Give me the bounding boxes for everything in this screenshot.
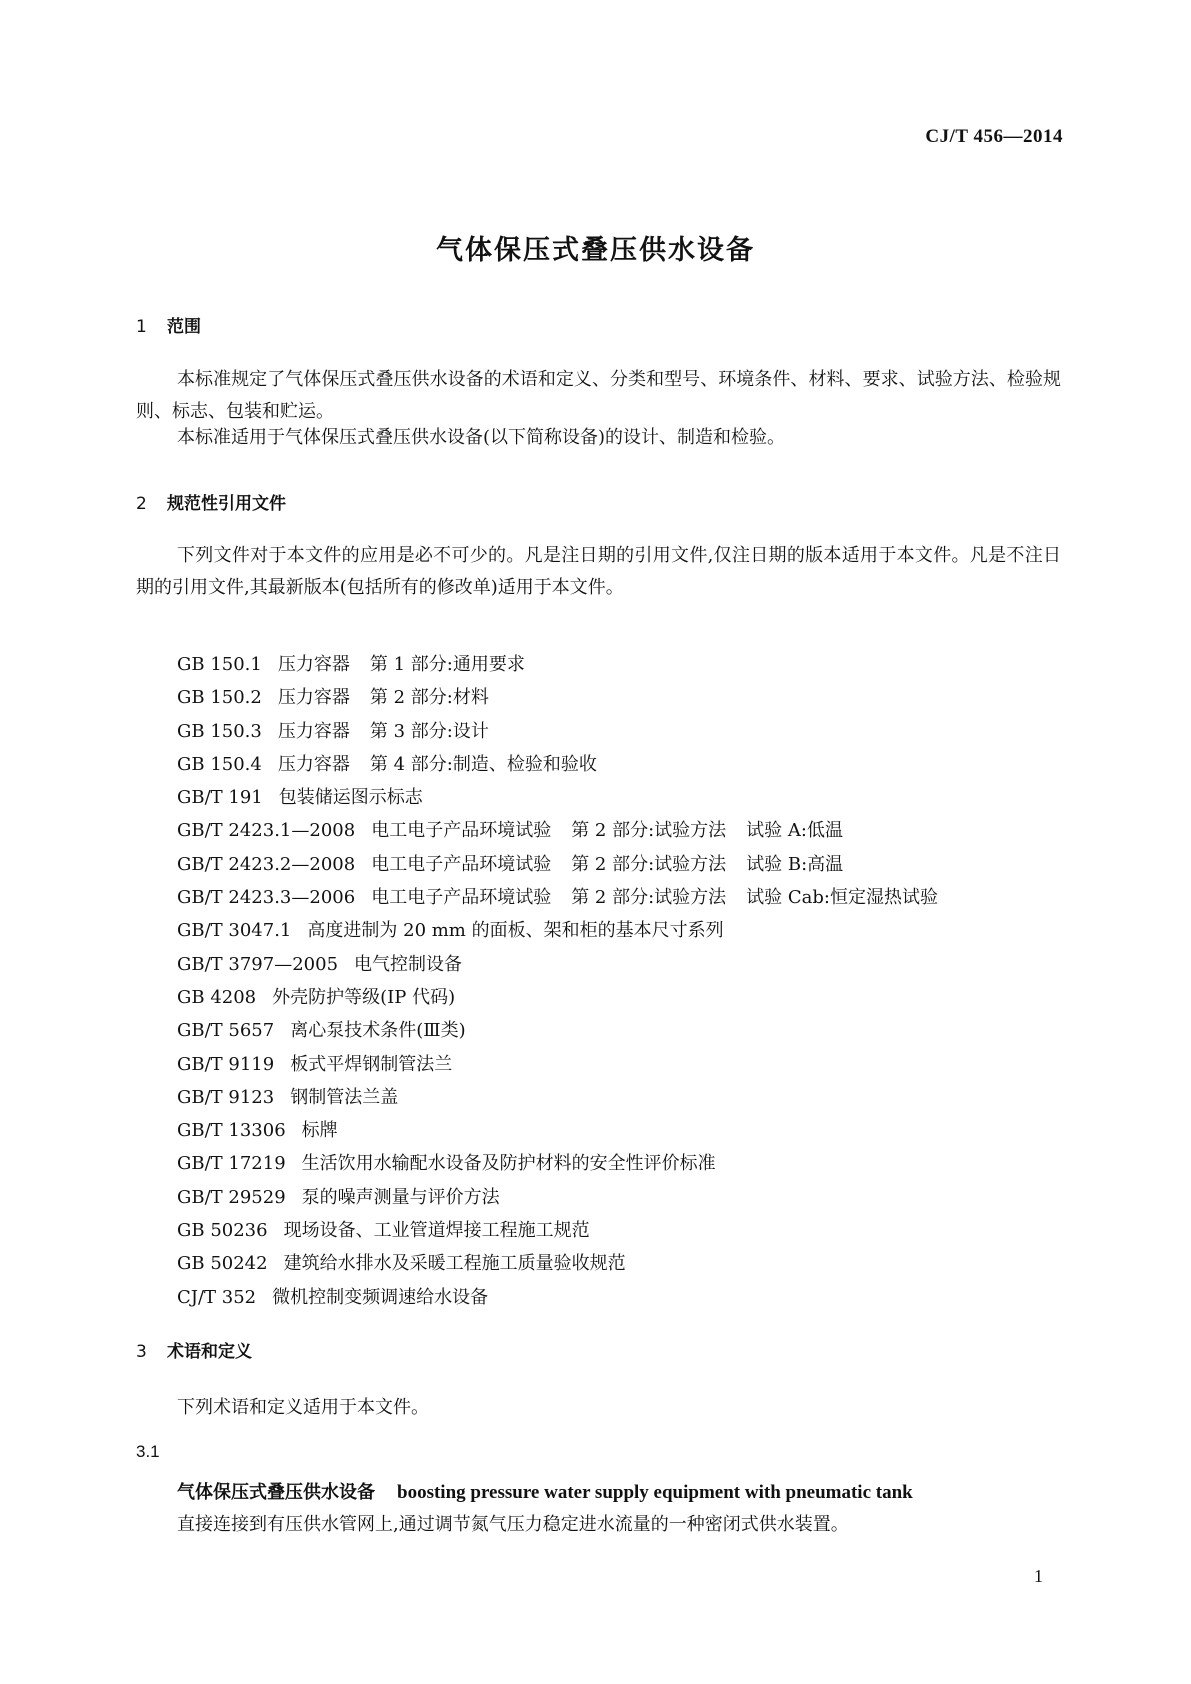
reference-list bbox=[177, 648, 938, 1314]
list-item bbox=[177, 1048, 938, 1081]
ref-code: GB/T 2423.1—2008 bbox=[177, 820, 356, 842]
page-number: 1 bbox=[1034, 1566, 1043, 1586]
list-item bbox=[177, 648, 938, 681]
term-definition: 直接连接到有压供水管网上,通过调节氮气压力稳定进水流量的一种密闭式供水装置。 bbox=[177, 1514, 849, 1535]
ref-code: GB/T 9119 bbox=[177, 1053, 275, 1075]
ref-code: GB 150.2 bbox=[177, 687, 262, 709]
list-item bbox=[177, 781, 938, 814]
list-item bbox=[177, 748, 938, 781]
ref-title: 压力容器 bbox=[277, 753, 350, 775]
list-item bbox=[177, 1181, 938, 1214]
ref-title: 电工电子产品环境试验 bbox=[371, 853, 552, 875]
ref-code: GB 4208 bbox=[177, 986, 257, 1008]
ref-code: GB/T 3047.1 bbox=[177, 920, 292, 942]
list-item bbox=[177, 848, 938, 881]
ref-code: GB/T 2423.2—2008 bbox=[177, 853, 356, 875]
ref-title: 微机控制变频调速给水设备 bbox=[272, 1286, 489, 1308]
list-item bbox=[177, 1114, 938, 1147]
ref-code: GB/T 9123 bbox=[177, 1086, 275, 1108]
section-number: 1 bbox=[136, 317, 147, 337]
ref-title: 第 1 部分:通用要求 bbox=[369, 654, 525, 675]
ref-code: GB/T 3797—2005 bbox=[177, 953, 339, 975]
ref-title: 现场设备、工业管道焊接工程施工规范 bbox=[283, 1220, 590, 1242]
ref-title: 压力容器 bbox=[277, 654, 350, 675]
ref-title: 试验 B:高温 bbox=[746, 853, 844, 875]
list-item bbox=[177, 948, 938, 981]
list-item bbox=[177, 715, 938, 748]
standard-code: CJ/T 456—2014 bbox=[925, 126, 1063, 147]
term-entry bbox=[177, 1478, 913, 1504]
ref-code: GB/T 29529 bbox=[177, 1186, 286, 1208]
section-title: 规范性引用文件 bbox=[167, 494, 286, 514]
terms-intro: 下列术语和定义适用于本文件。 bbox=[177, 1397, 429, 1418]
ref-title: 板式平焊钢制管法兰 bbox=[290, 1053, 453, 1075]
ref-title: 外壳防护等级(IP 代码) bbox=[272, 986, 456, 1008]
ref-code: GB/T 191 bbox=[177, 787, 263, 809]
list-item bbox=[177, 1014, 938, 1047]
ref-title: 第 2 部分:材料 bbox=[369, 687, 489, 709]
ref-code: GB 150.4 bbox=[177, 753, 262, 775]
ref-title: 包装储运图示标志 bbox=[278, 787, 423, 809]
section-heading-scope bbox=[136, 312, 201, 337]
ref-title: 泵的噪声测量与评价方法 bbox=[301, 1186, 500, 1208]
section-heading-normative-refs bbox=[136, 489, 286, 514]
ref-title: 压力容器 bbox=[277, 687, 350, 709]
normative-refs-intro: 下列文件对于本文件的应用是必不可少的。凡是注日期的引用文件,仅注日期的版本适用于本文件。凡是不注日期的引用文件,其最新版本(包括所有的修改单)适用于本文件。 bbox=[136, 545, 1061, 598]
ref-title: 试验 Cab:恒定湿热试验 bbox=[746, 887, 938, 909]
ref-title: 第 3 部分:设计 bbox=[369, 720, 489, 742]
scope-paragraph-2: 本标准适用于气体保压式叠压供水设备(以下简称设备)的设计、制造和检验。 bbox=[177, 427, 786, 448]
list-item bbox=[177, 1247, 938, 1280]
section-number: 3 bbox=[136, 1342, 147, 1362]
document-title: 气体保压式叠压供水设备 bbox=[436, 235, 755, 266]
ref-title: 生活饮用水输配水设备及防护材料的安全性评价标准 bbox=[301, 1153, 716, 1175]
ref-title: 标牌 bbox=[301, 1120, 338, 1142]
list-item bbox=[177, 1281, 938, 1314]
ref-title: 建筑给水排水及采暖工程施工质量验收规范 bbox=[283, 1253, 626, 1275]
list-item bbox=[177, 914, 938, 947]
ref-title: 电气控制设备 bbox=[354, 953, 463, 975]
ref-code: GB/T 5657 bbox=[177, 1020, 275, 1042]
ref-title: 第 4 部分:制造、检验和验收 bbox=[369, 753, 597, 775]
ref-title: 压力容器 bbox=[277, 720, 350, 742]
term-chinese: 气体保压式叠压供水设备 bbox=[177, 1482, 375, 1503]
ref-code: CJ/T 352 bbox=[177, 1286, 257, 1308]
term-english: boosting pressure water supply equipment with pneumatic tank bbox=[397, 1482, 913, 1503]
list-item bbox=[177, 1214, 938, 1247]
scope-paragraph-1: 本标准规定了气体保压式叠压供水设备的术语和定义、分类和型号、环境条件、材料、要求、试验方法、检验规则、标志、包装和贮运。 bbox=[136, 369, 1061, 422]
ref-title: 第 2 部分:试验方法 bbox=[571, 820, 727, 842]
list-item bbox=[177, 1081, 938, 1114]
ref-code: GB 150.3 bbox=[177, 720, 262, 742]
list-item bbox=[177, 814, 938, 847]
list-item bbox=[177, 681, 938, 714]
section-heading-terms bbox=[136, 1337, 252, 1362]
section-title: 术语和定义 bbox=[167, 1342, 252, 1362]
list-item bbox=[177, 1147, 938, 1180]
ref-title: 第 2 部分:试验方法 bbox=[571, 853, 727, 875]
clause-number: 3.1 bbox=[136, 1442, 160, 1461]
ref-code: GB/T 2423.3—2006 bbox=[177, 887, 356, 909]
ref-title: 试验 A:低温 bbox=[746, 820, 843, 842]
ref-title: 电工电子产品环境试验 bbox=[371, 887, 552, 909]
ref-title: 第 2 部分:试验方法 bbox=[571, 887, 727, 909]
ref-code: GB 50242 bbox=[177, 1253, 268, 1275]
list-item bbox=[177, 881, 938, 914]
ref-code: GB/T 13306 bbox=[177, 1120, 286, 1142]
ref-code: GB/T 17219 bbox=[177, 1153, 286, 1175]
ref-code: GB 150.1 bbox=[177, 654, 262, 675]
ref-title: 离心泵技术条件(Ⅲ类) bbox=[290, 1020, 466, 1042]
section-title: 范围 bbox=[167, 317, 201, 337]
ref-title: 钢制管法兰盖 bbox=[290, 1086, 399, 1108]
ref-title: 高度进制为 20 mm 的面板、架和柜的基本尺寸系列 bbox=[307, 920, 724, 942]
list-item bbox=[177, 981, 938, 1014]
ref-title: 电工电子产品环境试验 bbox=[371, 820, 552, 842]
section-number: 2 bbox=[136, 494, 147, 514]
ref-code: GB 50236 bbox=[177, 1220, 268, 1242]
